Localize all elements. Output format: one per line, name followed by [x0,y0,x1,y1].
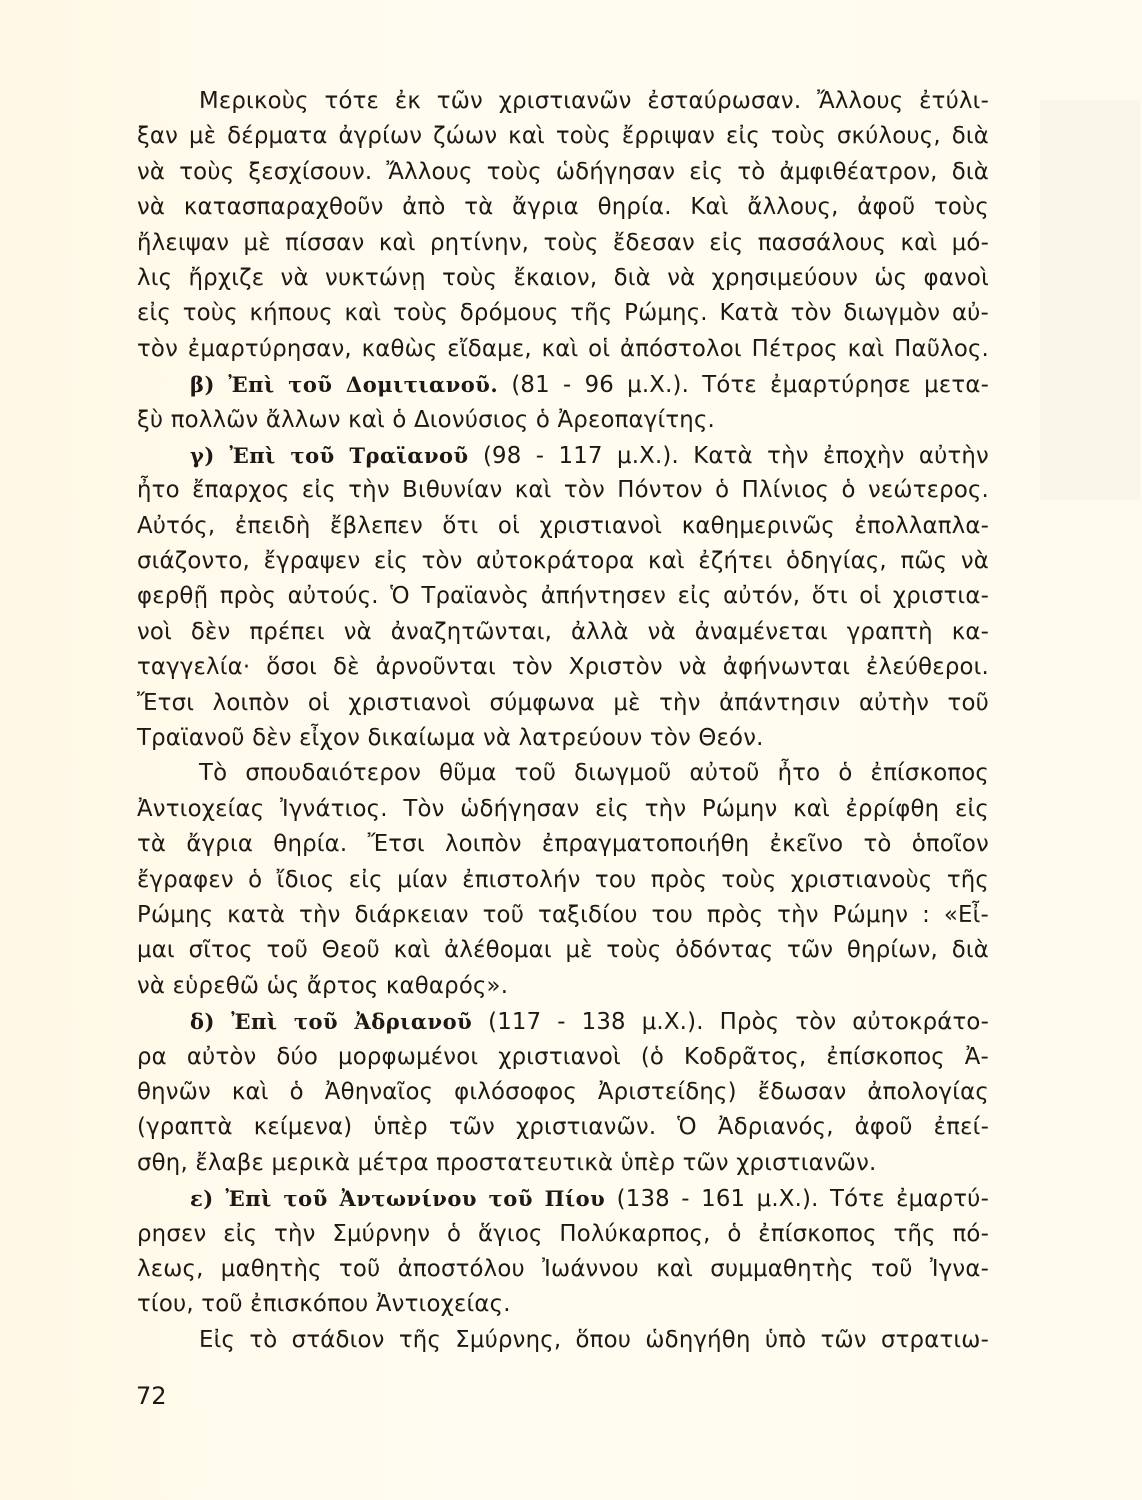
page-number: 72 [136,1382,167,1410]
text-line: νὰ εὑρεθῶ ὡς ἄρτος καθαρός». [137,972,509,999]
text-line: τὰ ἄγρια θηρία. Ἔτσι λοιπὸν ἐπραγματοποιήθη ἐκεῖνο τὸ ὁποῖον [137,831,989,858]
section-heading: ε) Ἐπὶ τοῦ Ἀντωνίνου τοῦ Πίου [190,1186,606,1212]
text-line: ρα αὐτὸν δύο μορφωμένοι χριστιανοὶ (ὁ Κοδρᾶτος, ἐπίσκοπος Ἀ- [137,1043,989,1070]
text-line: νὰ τοὺς ξεσχίσουν. Ἄλλους τοὺς ὡδήγησαν εἰς τὸ ἀμφιθέατρον, διὰ [137,158,989,185]
section-heading-line: ε) Ἐπὶ τοῦ Ἀντωνίνου τοῦ Πίου (138 - 161 μ.Χ.). Τότε ἐμαρτύ- [190,1186,990,1213]
text-line: λεως, μαθητὴς τοῦ ἀποστόλου Ἰωάννου καὶ συμμαθητὴς τοῦ Ἰγνα- [137,1255,989,1282]
text-line: Ἔτσι λοιπὸν οἱ χριστιανοὶ σύμφωνα μὲ τὴν ἀπάντησιν αὐτὴν τοῦ [137,689,989,716]
section-heading: γ) Ἐπὶ τοῦ Τραϊανοῦ [190,442,469,468]
text-line: (γραπτὰ κείμενα) ὑπὲρ τῶν χριστιανῶν. Ὁ Ἀδριανός, ἀφοῦ ἐπεί- [137,1114,989,1141]
text-line: νὰ κατασπαραχθοῦν ἀπὸ τὰ ἄγρια θηρία. Καὶ ἄλλους, ἀφοῦ τοὺς [137,194,989,221]
text-line: εἰς τοὺς κήπους καὶ τοὺς δρόμους τῆς Ρώμης. Κατὰ τὸν διωγμὸν αὐ- [137,300,989,327]
text-line: ξαν μὲ δέρματα ἀγρίων ζώων καὶ τοὺς ἔρριψαν εἰς τοὺς σκύλους, διὰ [137,123,989,150]
text-line: ξὺ πολλῶν ἄλλων καὶ ὁ Διονύσιος ὁ Ἀρεοπαγίτης. [137,406,715,433]
text-line: Ἀντιοχείας Ἰγνάτιος. Τὸν ὡδήγησαν εἰς τὴν Ρώμην καὶ ἐρρίφθη εἰς [137,795,989,822]
text-line: Ρώμης κατὰ τὴν διάρκειαν τοῦ ταξιδίου του πρὸς τὴν Ρώμην : «Εἶ- [137,901,989,928]
section-heading: β) Ἐπὶ τοῦ Δομιτιανοῦ. [190,372,499,398]
text-line: Μερικοὺς τότε ἐκ τῶν χριστιανῶν ἐσταύρωσαν. Ἄλλους ἐτύλι- [199,88,989,114]
section-heading-line: γ) Ἐπὶ τοῦ Τραϊανοῦ (98 - 117 μ.Χ.). Κατὰ τὴν ἐποχὴν αὐτὴν [190,442,989,469]
text-line: ἔγραφεν ὁ ἴδιος εἰς μίαν ἐπιστολήν του πρὸς τοὺς χριστιανοὺς τῆς [137,866,989,893]
text-line: τίου, τοῦ ἐπισκόπου Ἀντιοχείας. [137,1291,511,1318]
text-line: λις ἤρχιζε νὰ νυκτώνῃ τοὺς ἔκαιον, διὰ νὰ χρησιμεύουν ὡς φανοὶ [137,264,989,291]
text-line: Αὐτός, ἐπειδὴ ἔβλεπεν ὅτι οἱ χριστιανοὶ καθημερινῶς ἐπολλαπλα- [137,512,989,539]
text-line: μαι σῖτος τοῦ Θεοῦ καὶ ἀλέθομαι μὲ τοὺς ὀδόντας τῶν θηρίων, διὰ [137,937,989,964]
text-line: ρησεν εἰς τὴν Σμύρνην ὁ ἅγιος Πολύκαρπος, ὁ ἐπίσκοπος τῆς πό- [137,1220,989,1247]
section-heading: δ) Ἐπὶ τοῦ Ἀδριανοῦ [190,1009,473,1035]
text-line: τὸν ἐμαρτύρησαν, καθὼς εἴδαμε, καὶ οἱ ἀπόστολοι Πέτρος καὶ Παῦλος. [137,335,989,362]
text-line: Τὸ σπουδαιότερον θῦμα τοῦ διωγμοῦ αὐτοῦ ἦτο ὁ ἐπίσκοπος [199,760,989,787]
text-line: ταγγελία· ὅσοι δὲ ἀρνοῦνται τὸν Χριστὸν νὰ ἀφήνωνται ἐλεύθεροι. [137,654,989,681]
text-line: Εἰς τὸ στάδιον τῆς Σμύρνης, ὅπου ὡδηγήθη ὑπὸ τῶν στρατιω- [199,1326,989,1353]
text-line: σιάζοντο, ἔγραψεν εἰς τὸν αὐτοκράτορα καὶ ἐζήτει ὁδηγίας, πῶς νὰ [137,548,989,575]
text-line: ἤλειψαν μὲ πίσσαν καὶ ρητίνην, τοὺς ἔδεσαν εἰς πασσάλους καὶ μό- [137,229,989,256]
text-line: ἦτο ἔπαρχος εἰς τὴν Βιθυνίαν καὶ τὸν Πόντον ὁ Πλίνιος ὁ νεώτερος. [137,477,989,504]
text-line: θηνῶν καὶ ὁ Ἀθηναῖος φιλόσοφος Ἀριστείδης) ἔδωσαν ἀπολογίας [137,1078,989,1105]
text-line: φερθῇ πρὸς αὐτούς. Ὁ Τραϊανὸς ἀπήντησεν εἰς αὐτόν, ὅτι οἱ χριστια- [137,583,989,610]
text-line: νοὶ δὲν πρέπει νὰ ἀναζητῶνται, ἀλλὰ νὰ ἀναμένεται γραπτὴ κα- [137,618,989,645]
section-heading-line: β) Ἐπὶ τοῦ Δομιτιανοῦ. (81 - 96 μ.Χ.). Τότε ἐμαρτύρησε μετα- [190,372,989,399]
section-heading-line: δ) Ἐπὶ τοῦ Ἀδριανοῦ (117 - 138 μ.Χ.). Πρὸς τὸν αὐτοκράτο- [190,1009,990,1036]
text-line: Τραϊανοῦ δὲν εἶχον δικαίωμα νὰ λατρεύουν τὸν Θεόν. [137,725,764,752]
text-line: σθη, ἔλαβε μερικὰ μέτρα προστατευτικὰ ὑπὲρ τῶν χριστιανῶν. [137,1149,877,1176]
body-text [137,84,989,1358]
show-through-shade [1040,100,1140,500]
